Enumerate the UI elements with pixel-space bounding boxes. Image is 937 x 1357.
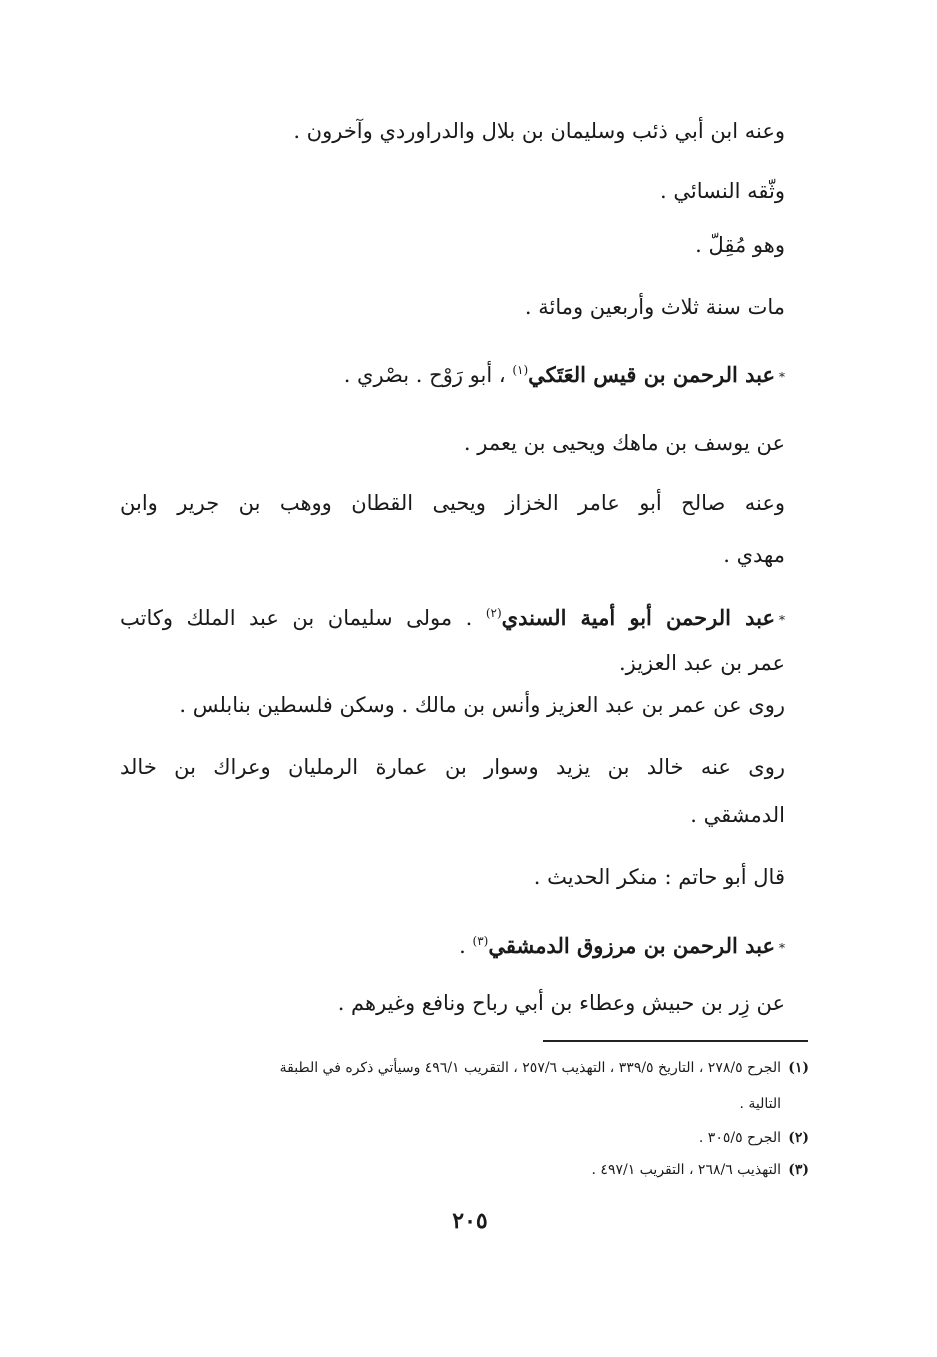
text-line: عمر بن عبد العزيز. bbox=[618, 651, 785, 675]
text-line: وعنه صالح أبو عامر الخزاز ويحيى القطان ووهب بن جرير وابن bbox=[120, 491, 785, 515]
entry-rest: ، أبو رَوْح . بصْري . bbox=[343, 363, 513, 387]
footnote-number: (٣) bbox=[788, 1162, 809, 1178]
footnote-text: التهذيب ٢٦٨/٦ ، التقريب ٤٩٧/١ . bbox=[591, 1162, 781, 1178]
footnote-ref: (٣) bbox=[472, 934, 489, 948]
footnote-text: الجرح ٣٠٥/٥ . bbox=[698, 1130, 781, 1146]
footnote-divider bbox=[543, 1040, 808, 1042]
entry-name: عبد الرحمن أبو أمية السندي bbox=[501, 605, 775, 630]
biography-entry-heading bbox=[120, 355, 785, 392]
footnote-continuation: التالية . bbox=[739, 1096, 781, 1112]
entry-rest: . مولى سليمان بن عبد الملك وكاتب bbox=[120, 606, 486, 630]
text-line: وهو مُقِلّ . bbox=[695, 233, 785, 257]
entry-name: عبد الرحمن بن قيس العَتَكي bbox=[528, 362, 775, 387]
biography-entry-heading bbox=[120, 598, 785, 635]
biography-entry-heading bbox=[120, 926, 785, 963]
page-number: ٢٠٥ bbox=[452, 1208, 488, 1234]
text-line: روى عن عمر بن عبد العزيز وأنس بن مالك . وسكن فلسطين بنابلس . bbox=[179, 693, 785, 717]
text-line: وثّقه النسائي . bbox=[660, 179, 785, 203]
entry-marker: * bbox=[779, 940, 785, 955]
footnote bbox=[129, 1058, 809, 1078]
entry-rest: . bbox=[459, 934, 473, 958]
text-line: عن يوسف بن ماهك ويحيى بن يعمر . bbox=[463, 431, 785, 455]
text-line: وعنه ابن أبي ذئب وسليمان بن بلال والدراوردي وآخرون . bbox=[293, 119, 785, 143]
entry-marker: * bbox=[779, 612, 785, 627]
entry-name: عبد الرحمن بن مرزوق الدمشقي bbox=[488, 933, 775, 958]
footnote-number: (٢) bbox=[788, 1130, 809, 1146]
text-line: عن زِر بن حبيش وعطاء بن أبي رباح ونافع وغيرهم . bbox=[337, 991, 785, 1015]
text-line: قال أبو حاتم : منكر الحديث . bbox=[533, 865, 785, 889]
footnote-ref: (٢) bbox=[485, 606, 502, 620]
text-line: مهدي . bbox=[723, 543, 785, 567]
footnote-text: الجرح ٢٧٨/٥ ، التاريخ ٣٣٩/٥ ، التهذيب ٢٥٧/٦ ، التقريب ٤٩٦/١ وسيأتي ذكره في الطبقة bbox=[279, 1060, 781, 1076]
entry-marker: * bbox=[779, 369, 785, 384]
footnote bbox=[129, 1160, 809, 1180]
footnote-number: (١) bbox=[788, 1060, 809, 1076]
footnote bbox=[129, 1128, 809, 1148]
text-line: الدمشقي . bbox=[690, 803, 785, 827]
text-line: روى عنه خالد بن يزيد وسوار بن عمارة الرمليان وعراك بن خالد bbox=[120, 755, 785, 779]
footnote-ref: (١) bbox=[512, 363, 529, 377]
text-line: مات سنة ثلاث وأربعين ومائة . bbox=[524, 295, 785, 319]
